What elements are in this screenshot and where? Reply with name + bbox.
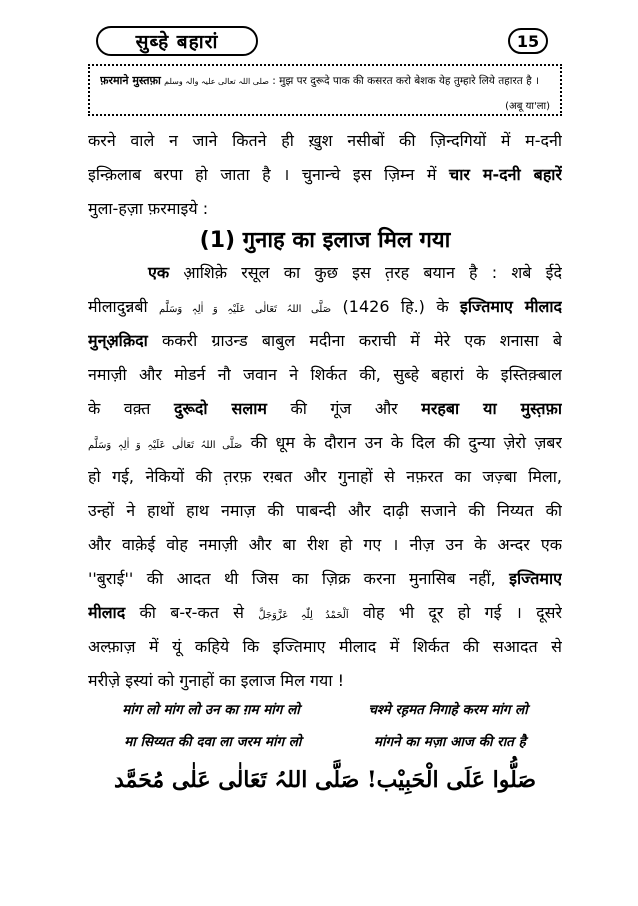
poem-hemistich: चश्मे रह़मत निगाहे करम मांग लो xyxy=(368,702,528,718)
hadith-quote-text: : मुझ पर दुरूदे पाक की कसरत करो बेशक येह तुम्हारे लिये तहारत है । xyxy=(272,75,539,87)
text-span: की धूम के दौरान उन के दिल की दुन्या ज़ेरो ज़बर xyxy=(250,433,562,452)
hadith-source: (अबू या'ला) xyxy=(505,101,550,112)
text-line xyxy=(88,124,562,158)
emphasis-text: चार म-दनी बहारें xyxy=(449,165,562,184)
hadith-quote-head: फ़रमाने मुस्तफ़ा xyxy=(100,74,161,87)
text-span: वोह भी दूर हो गई । दूसरे xyxy=(362,603,562,622)
text-span: की गूंज और xyxy=(290,399,398,418)
text-line xyxy=(88,324,562,358)
text-line xyxy=(88,192,562,226)
arabic-salutation: صَلَّی اللہُ تَعَالٰی عَلَیْہِ وَ اٰلِہٖ وَسَلَّم xyxy=(88,440,243,451)
text-span: मुला-हज़ा फ़रमाइये : xyxy=(88,199,209,218)
emphasis-text: एक xyxy=(148,263,170,282)
text-span: ककरी ग्राउन्ड बाबुल मदीना कराची में मेरे एक शनासा बे xyxy=(161,331,562,350)
text-span: मीलादुन्नबी xyxy=(88,297,148,316)
text-span: (1426 हि.) के xyxy=(342,297,449,316)
hadith-quote-box xyxy=(88,64,562,116)
poem-hemistich: मांगने का मज़ा आज की रात है xyxy=(373,734,526,750)
page-number: 15 xyxy=(516,31,540,51)
emphasis-text: मीलाद xyxy=(88,603,126,622)
text-line xyxy=(88,256,562,290)
text-line xyxy=(88,426,562,460)
text-span: नमाज़ी और मोडर्न नौ जवान ने शिर्कत की, सुब्हे बहारां के इस्तिक़्बाल xyxy=(88,365,562,384)
text-span: करने वाले न जाने कितने ही ख़ुश नसीबों की ज़िन्दगियों में म-दनी xyxy=(88,131,562,150)
hadith-salutation: صلی اللہ تعالی علیہ والہ وسلم xyxy=(164,77,269,86)
poem-hemistich: मांग लो मांग लो उन का ग़म मांग लो xyxy=(122,702,300,718)
text-line xyxy=(88,664,562,698)
text-span: की ब-र-कत से xyxy=(139,603,244,622)
text-span: आ़शिक़े रसूल का कुछ इस त़रह बयान है : शबे ईदे xyxy=(183,263,562,282)
emphasis-text: मुन्अ़क़िदा xyxy=(88,331,148,350)
section-heading: (1) गुनाह का इलाज मिल गया xyxy=(199,228,451,253)
text-span: इन्क़िलाब बरपा हो जाता है । चुनान्चे इस ज़िम्न में xyxy=(88,165,437,184)
text-span: हो गई, नेकियों की त़रफ़ रग़्बत और गुनाहों से नफ़रत का जज़्बा मिला, xyxy=(88,467,562,486)
emphasis-text: इज्तिमाए xyxy=(509,569,562,588)
text-line xyxy=(88,392,562,426)
text-span: और वाक़ेई वोह नमाज़ी और बा रीश हो गए । नीज़ उन के अन्दर एक xyxy=(88,535,562,554)
poem-couplet-2 xyxy=(88,732,562,750)
text-span: के वक़्त xyxy=(88,399,151,418)
emphasis-text: मरहबा या मुस्त़फ़ा xyxy=(421,399,562,418)
book-title: सुब्हे बहारां xyxy=(135,31,219,53)
intro-paragraph xyxy=(88,124,562,226)
emphasis-text: इज्तिमाए मीलाद xyxy=(460,297,562,316)
text-span: उन्हों ने हाथों हाथ नमाज़ की पाबन्दी और दाढ़ी सजाने की निय्यत की xyxy=(88,501,562,520)
page-number-badge xyxy=(508,28,548,54)
text-span: ''बुराई'' की आदत थी जिस का ज़िक्र करना मुनासिब नहीं, xyxy=(88,569,496,588)
text-line xyxy=(88,630,562,664)
text-line xyxy=(88,460,562,494)
arabic-praise: اَلْحَمْدُ لِلّٰہِ عَزَّوَجَلَّ xyxy=(258,610,349,621)
emphasis-text: दुरूदो सलाम xyxy=(173,399,267,418)
arabic-salutation: صَلَّی اللہُ تَعَالٰی عَلَیْہِ وَ اٰلِہٖ وَسَلَّم xyxy=(159,304,332,315)
story-paragraph xyxy=(88,256,562,698)
text-line xyxy=(88,528,562,562)
salawat-line: صَلُّوا عَلَی الْحَبِیْب! صَلَّی اللہُ تَعَالٰی عَلٰی مُحَمَّد xyxy=(113,767,537,793)
text-line xyxy=(88,596,562,630)
text-span: मरीज़े इस्यां को गुनाहों का इलाज मिल गया ! xyxy=(88,671,344,690)
text-line xyxy=(88,358,562,392)
book-title-badge xyxy=(96,26,258,56)
text-line xyxy=(88,158,562,192)
text-line xyxy=(88,562,562,596)
poem-couplet-1 xyxy=(88,700,562,718)
poem-hemistich: मा सिय्यत की दवा ला जरम मांग लो xyxy=(124,734,302,750)
hadith-quote-line xyxy=(100,73,554,88)
text-span: अल्फ़ाज़ में यूं कहिये कि इज्तिमाए मीलाद में शिर्कत की सआदत से xyxy=(88,637,562,656)
text-line xyxy=(88,494,562,528)
text-line xyxy=(88,290,562,324)
